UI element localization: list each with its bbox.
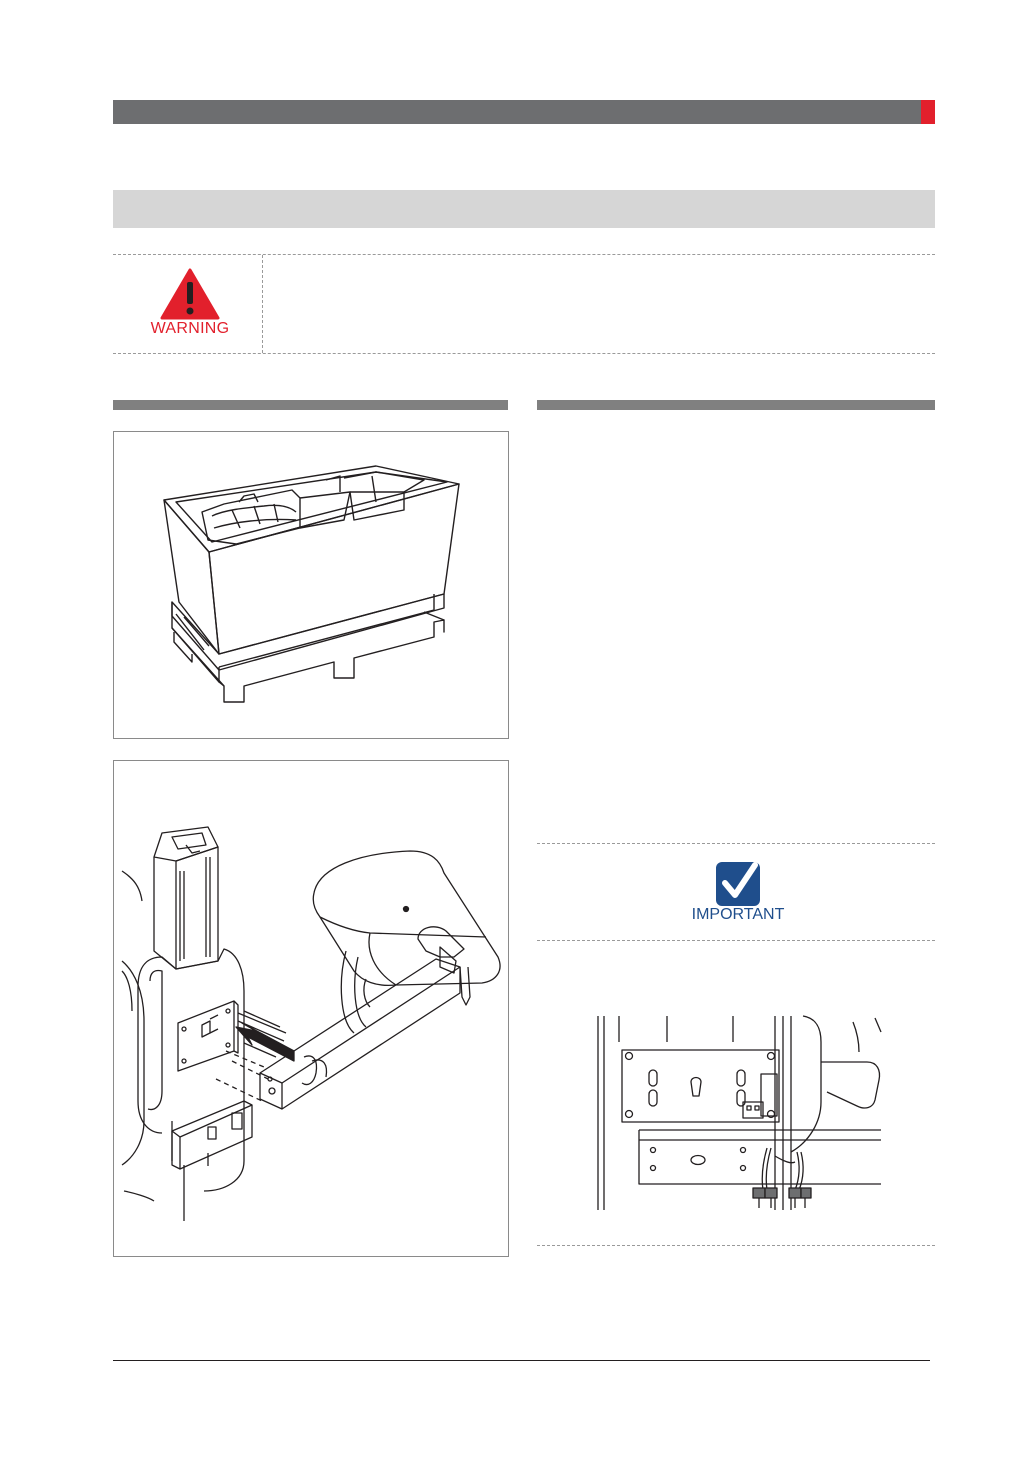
warning-separator	[262, 255, 263, 353]
figure-column-arm-assembly	[113, 760, 509, 1257]
figure-mounting-plate-detail	[595, 1012, 887, 1212]
warning-triangle-icon	[160, 268, 220, 320]
section-title-bar	[113, 190, 935, 228]
important-top-divider	[537, 843, 935, 844]
important-bottom-divider	[537, 1245, 935, 1246]
header-bar	[113, 100, 921, 124]
checkbox-check-icon	[715, 861, 761, 907]
warning-bottom-divider	[113, 353, 935, 354]
mounting-plate-illustration	[595, 1012, 887, 1212]
left-column-bar	[113, 400, 508, 410]
figure-packing-crate	[113, 431, 509, 739]
column-arm-illustration	[114, 761, 508, 1256]
important-middle-divider	[537, 940, 935, 941]
important-label: IMPORTANT	[691, 906, 785, 923]
warning-label: WARNING	[150, 320, 230, 337]
packing-crate-illustration	[114, 432, 508, 738]
warning-top-divider	[113, 254, 935, 255]
right-column-bar	[537, 400, 935, 410]
header-accent	[921, 100, 935, 124]
footer-rule	[113, 1360, 930, 1361]
